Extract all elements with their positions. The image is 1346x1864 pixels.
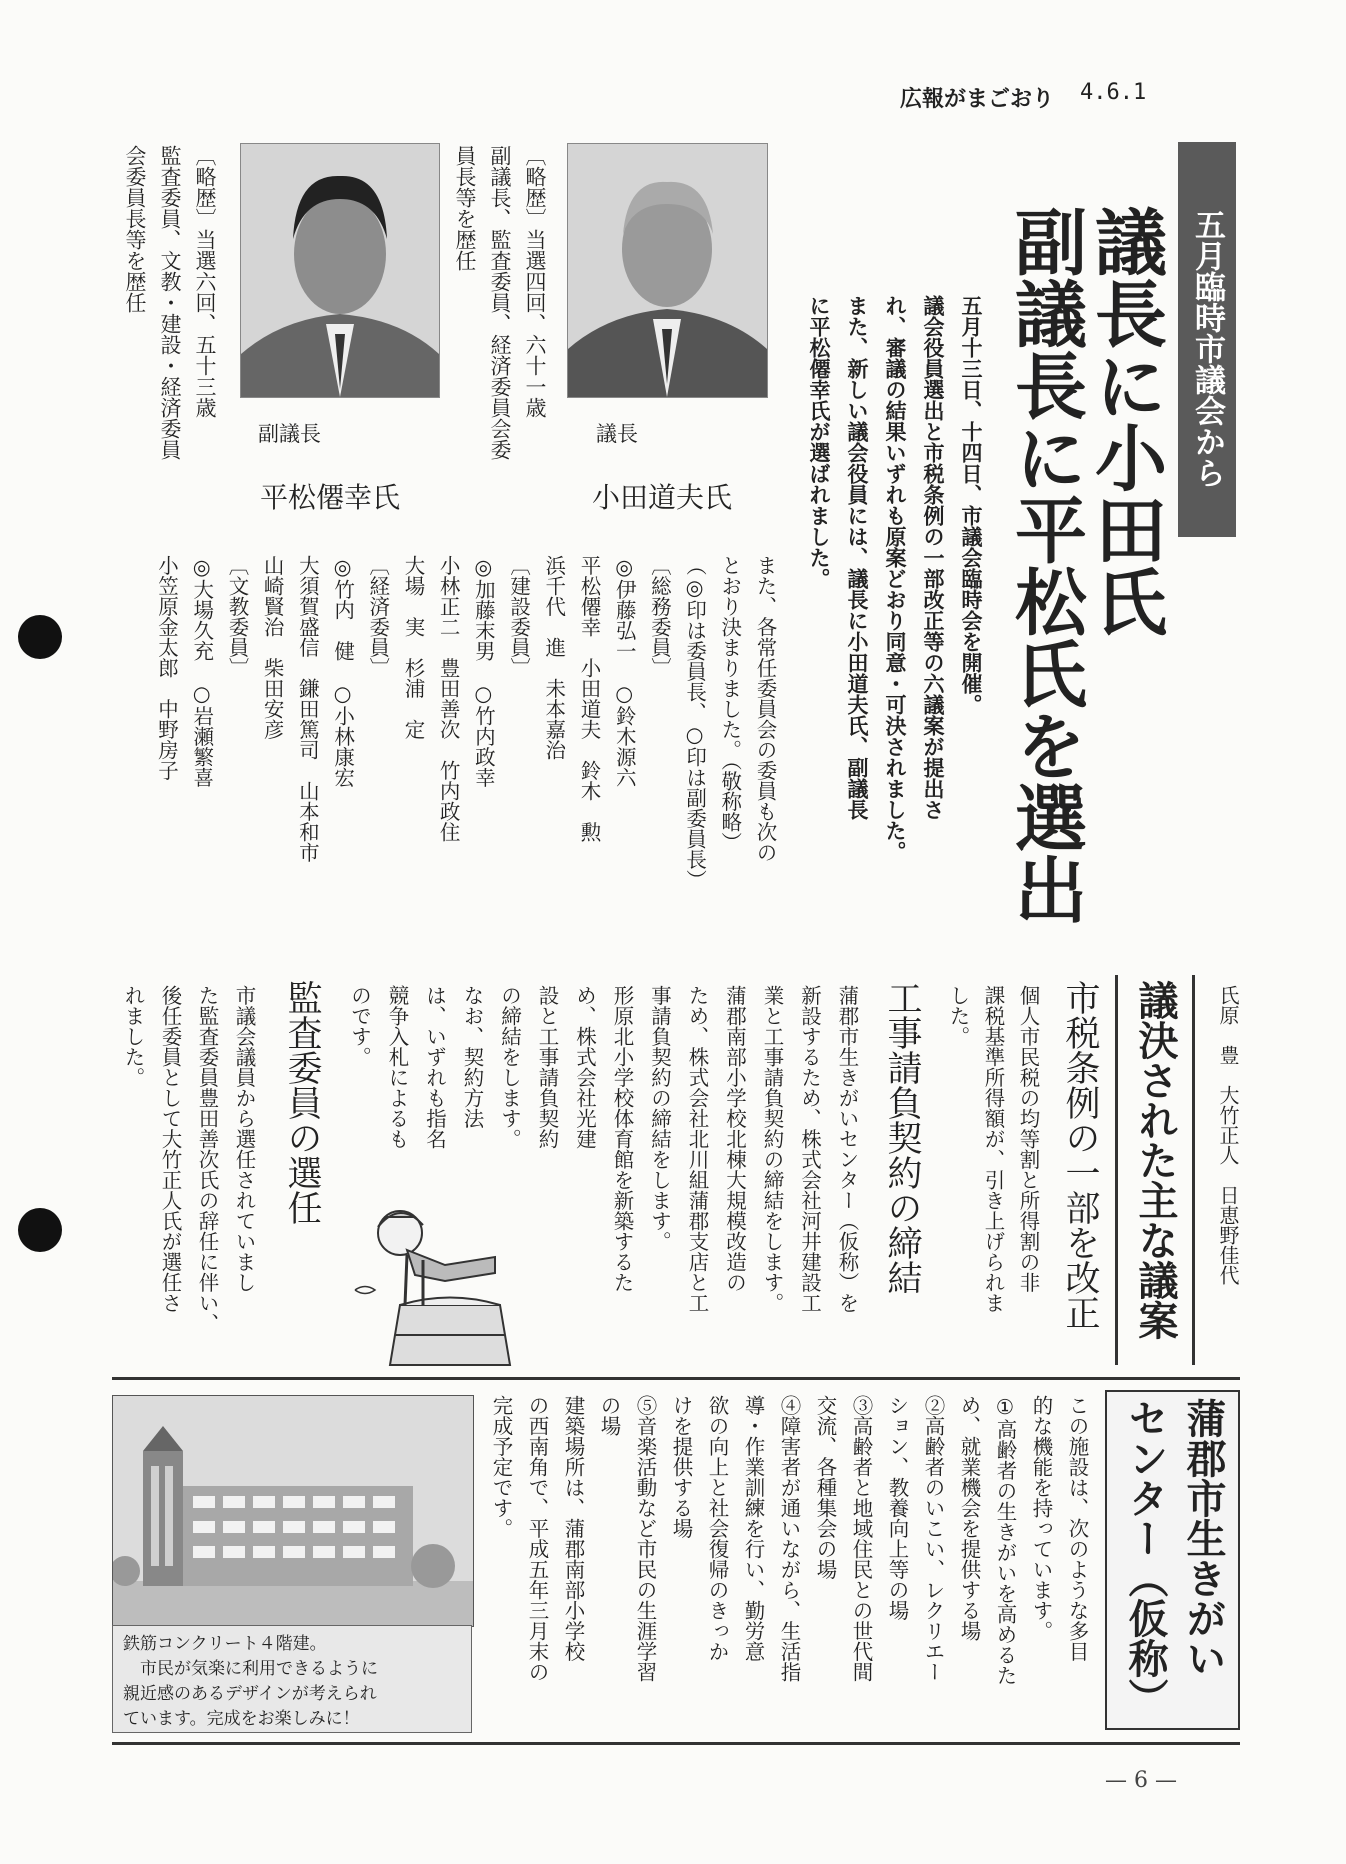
- section-title-rule-2: [1115, 975, 1118, 1365]
- lead-text: 五月十三日、十四日、市議会臨時会を開催。 議会役員選出と市税条例の一部改正等の六議案が提出さ れ、審議の結果いずれも原案どおり同意・可決されました。 また、新しい議会役員には、議長に小田道夫氏、副議長 に平松僊幸氏が選ばれました。: [807, 295, 983, 862]
- center-body: この施設は、次のような多目 的な機能を持っています。 ①高齢者の生きがいを高めるた め、就業機会を提供する場 ②高齢者のいこい、レクリエー ション、教養向上等の場 ③高齢者と地域住民との世代間 交流、各種集会の場 ④障害者が通いながら、生活指 導・作業訓練を行い、勤労意 欲の向上と社会復帰のきっか けを提供する場 ⑤音楽活動など市民の生涯学習 の場 建築場所は、蒲郡南部小学校 の西南角で、平成五年三月末の 完成予定です。: [489, 1395, 1089, 1686]
- section-title: 議決された主な議案: [1132, 980, 1178, 1340]
- chair-bio: 〔略歴〕当選四回、六十一歳 副議長、監査委員、経済委員会委 員長等を歴任: [453, 145, 547, 460]
- vice-chair-role: 副議長: [258, 422, 321, 446]
- building-icon: [113, 1396, 473, 1626]
- page-number: — 6 —: [1105, 1768, 1177, 1793]
- building-caption: 鉄筋コンクリート４階建。 市民が気楽に利用できるように 親近感のあるデザインが考えられ ています。完成をお楽しみに！: [112, 1625, 472, 1733]
- chair-name: 小田道夫氏: [592, 481, 733, 514]
- child-vaulting-icon: [345, 1195, 545, 1370]
- audit-heading: 監査委員の選任: [282, 980, 322, 1225]
- chair-photo: [567, 143, 768, 398]
- portrait-icon: [568, 144, 767, 397]
- contract-body: 蒲郡市生きがいセンター（仮称）を 新設するため、株式会社河井建設工 業と工事請負契約の締結をします。 蒲郡南部小学校北棟大規模改造の ため、株式会社北川組蒲郡支店と工 事請負契約の締結をします。 形原北小学校体育館を新築するた め、株式会社光建 設と工事請負契約 の締結をします。 なお、契約方法 は、いずれも指名 競争入札によるも のです。: [347, 985, 859, 1313]
- section-tag: 五月臨時市議会から: [1178, 142, 1236, 537]
- headline: 議長に小田氏 副議長に平松氏を選出: [1003, 205, 1168, 925]
- audit-body: 市議会議員から選任されていまし た監査委員豊田善次氏の辞任に伴い、 後任委員として大竹正人氏が選任さ れました。: [121, 985, 256, 1334]
- building-illustration: [112, 1395, 474, 1627]
- binder-hole-bottom: [18, 1208, 62, 1252]
- vice-chair-name: 平松僊幸氏: [260, 481, 401, 514]
- binder-hole-top: [18, 615, 62, 659]
- tax-heading: 市税条例の一部を改正: [1060, 980, 1100, 1330]
- chair-role: 議長: [596, 422, 638, 446]
- tax-body: 個人市民税の均等割と所得割の非 課税基準所得額が、引き上げられま した。: [946, 985, 1040, 1313]
- committee-list: また、各常任委員会の委員も次の とおり決まりました。（敬称略） （◎印は委員長、○印は副委員長） 〔総務委員〕 ◎伊藤弘一 ○鈴木源六 平松僊幸 小田道夫 鈴木 勲 浜千代 進 未本嘉治 〔建設委員〕 ◎加藤末男 ○竹内政幸 小林正二 豊田善次 竹内政住 大場 実 杉浦 定 〔経済委員〕 ◎竹内 健 ○小林康宏 大須賀盛信 鎌田篤司 山本和市 山崎賢治 柴田安彦 〔文教委員〕 ◎大場久充 ○岩瀬繁喜 小笠原金太郎 中野房子: [154, 555, 777, 890]
- divider-top: [112, 1377, 1240, 1380]
- section-title-rule: [1192, 975, 1195, 1365]
- center-title: 蒲郡市生きがい センター（仮称）: [1122, 1398, 1226, 1718]
- contract-heading: 工事請負契約の締結: [882, 980, 922, 1295]
- publication-title: 広報がまごおり: [900, 87, 1055, 112]
- vaulting-cartoon: [345, 1195, 545, 1370]
- portrait-icon: [241, 144, 439, 397]
- vice-chair-bio: 〔略歴〕当選六回、五十三歳 監査委員、文教・建設・経済委員 会委員長等を歴任: [123, 145, 217, 460]
- members-list: 氏原 豊 大竹正人 日恵野佳代: [1216, 985, 1240, 1285]
- divider-bottom: [112, 1742, 1240, 1745]
- issue-date: 4.6.1: [1080, 80, 1147, 105]
- vice-chair-photo: [240, 143, 440, 398]
